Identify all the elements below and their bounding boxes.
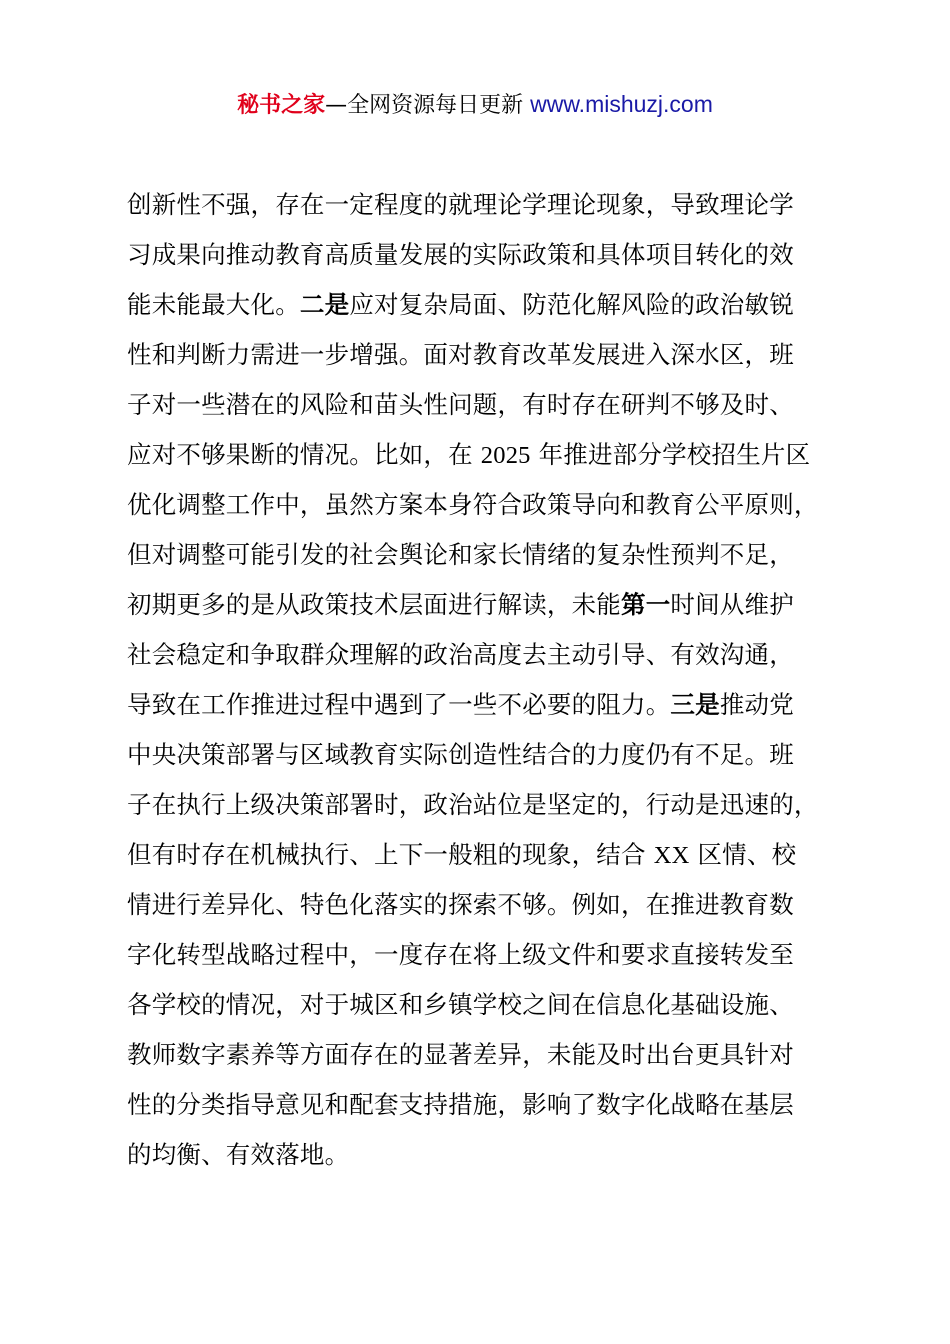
line-text: 区情、校 <box>689 840 797 869</box>
line-text: 应对不够果断的情况。比如，在 <box>127 440 481 469</box>
text-line <box>127 880 839 930</box>
line-text: 应对复杂局面、防范化解风险的政治敏锐 <box>349 290 794 319</box>
line-text: 但有时存在机械执行、上下一般粗的现象，结合 <box>127 840 654 869</box>
line-text: 时间从维护 <box>670 590 794 619</box>
line-text: 创新性不强，存在一定程度的就理论学理论现象，导致理论学 <box>127 190 794 219</box>
line-text: 的均衡、有效落地。 <box>127 1140 350 1169</box>
site-url-link[interactable]: www.mishuzj.com <box>530 91 713 117</box>
text-line <box>127 580 839 630</box>
text-line <box>127 530 839 580</box>
line-text: 推动党 <box>719 690 794 719</box>
brand-name: 秘书之家 <box>237 93 326 118</box>
text-line <box>127 280 839 330</box>
line-text: 社会稳定和争取群众理解的政治高度去主动引导、有效沟通， <box>127 640 794 669</box>
text-line <box>127 830 839 880</box>
line-text: 性和判断力需进一步增强。面对教育改革发展进入深水区，班 <box>127 340 794 369</box>
text-line <box>127 1030 839 1080</box>
text-line <box>127 730 839 780</box>
line-text: 性的分类指导意见和配套支持措施，影响了数字化战略在基层 <box>127 1090 794 1119</box>
text-line <box>127 480 839 530</box>
line-text: 能未能最大化。 <box>127 290 300 319</box>
latin-text: 2025 <box>480 442 531 469</box>
text-line <box>127 380 839 430</box>
line-text: 教师数字素养等方面存在的显著差异，未能及时出台更具针对 <box>127 1040 794 1069</box>
text-line <box>127 930 839 980</box>
text-line <box>127 1080 839 1130</box>
header-tagline: —全网资源每日更新 <box>325 93 531 118</box>
text-line <box>127 430 839 480</box>
line-text: 优化调整工作中，虽然方案本身符合政策导向和教育公平原则， <box>127 490 819 519</box>
line-text: 字化转型战略过程中，一度存在将上级文件和要求直接转发至 <box>127 940 794 969</box>
line-text: 情进行差异化、特色化落实的探索不够。例如，在推进教育数 <box>127 890 794 919</box>
text-line <box>127 980 839 1030</box>
line-text: 习成果向推动教育高质量发展的实际政策和具体项目转化的效 <box>127 240 794 269</box>
page-header <box>0 88 950 122</box>
line-text: 导致在工作推进过程中遇到了一些不必要的阻力。 <box>127 690 671 719</box>
text-line <box>127 780 839 830</box>
line-text: 年推进部分学校招生片区 <box>530 440 811 469</box>
emphasis-text: 第一 <box>621 590 671 619</box>
line-text: 但对调整可能引发的社会舆论和家长情绪的复杂性预判不足， <box>127 540 794 569</box>
line-text: 各学校的情况，对于城区和乡镇学校之间在信息化基础设施、 <box>127 990 794 1019</box>
document-body <box>127 180 839 1180</box>
text-line <box>127 330 839 380</box>
line-text: 子在执行上级决策部署时，政治站位是坚定的，行动是迅速的， <box>127 790 819 819</box>
latin-text: XX <box>653 842 690 869</box>
text-line <box>127 630 839 680</box>
emphasis-text: 二是 <box>299 290 350 319</box>
line-text: 子对一些潜在的风险和苗头性问题，有时存在研判不够及时、 <box>127 390 794 419</box>
text-line <box>127 180 839 230</box>
text-line <box>127 680 839 730</box>
line-text: 中央决策部署与区域教育实际创造性结合的力度仍有不足。班 <box>127 740 794 769</box>
line-text: 初期更多的是从政策技术层面进行解读，未能 <box>127 590 621 619</box>
text-line <box>127 1130 839 1180</box>
emphasis-text: 三是 <box>670 690 720 719</box>
text-line <box>127 230 839 280</box>
